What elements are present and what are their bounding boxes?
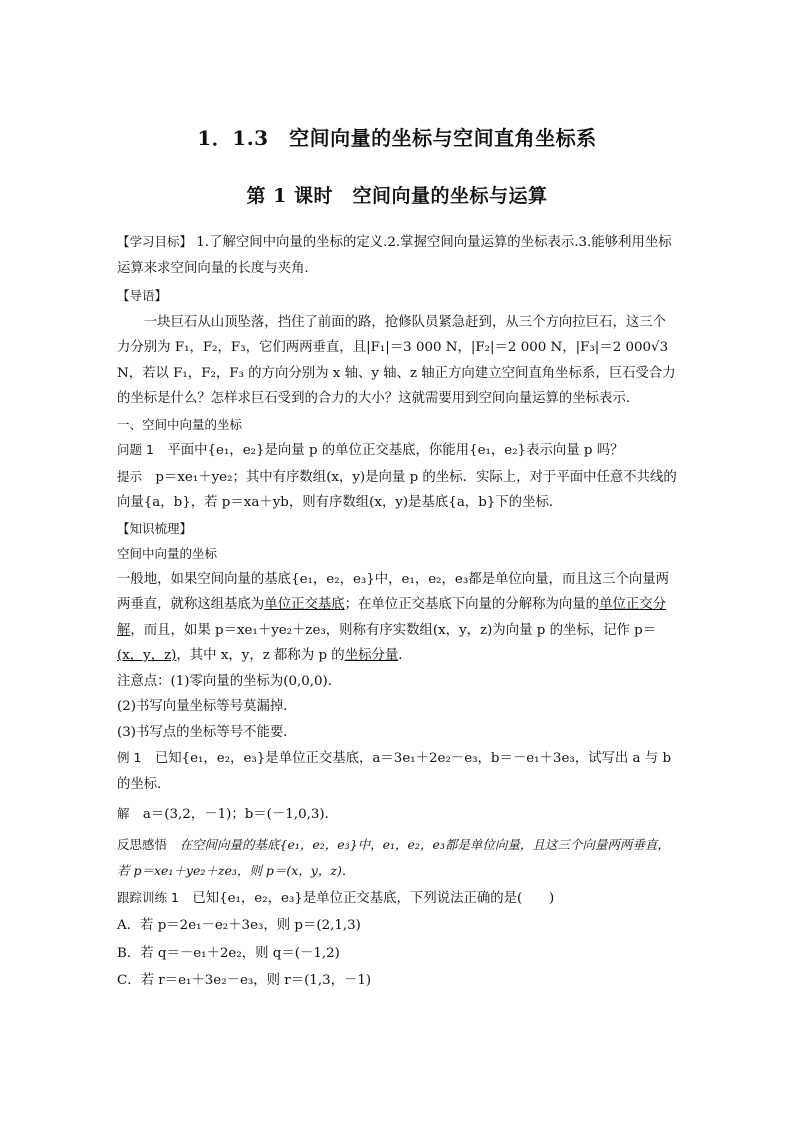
intro-text: 一块巨石从山顶坠落，挡住了前面的路，抢修队员紧急赶到，从三个方向拉巨石，这三个力分别为 F₁，F₂，F₃，它们两两垂直，且|F₁|＝3 000 N，|F₂|＝2 000 N，|F₃|＝2 000√3 N，若以 F₁，F₂，F₃ 的方向分别为 x 轴、y 轴、z 轴正方向建立空间直角坐标系，巨石受合力的坐标是什么？怎样求巨石受到的合力的大小？这就需要用到空间向量运算的坐标表示． (117, 314, 676, 406)
goals-text: 1.了解空间中向量的坐标的定义.2.掌握空间向量运算的坐标表示.3.能够利用坐标运算来求空间向量的长度与夹角． (117, 235, 672, 276)
reflection (117, 832, 679, 885)
reflection-label: 反思感悟 (117, 836, 168, 852)
knowledge-text: 一般地，如果空间向量的基底{e₁，e₂，e₃}中，e₁，e₂，e₃都是单位向量，而且这三个向量两两垂直，就称这组基底为单位正交基底；在单位正交基底下向量的分解称为向量的单位正交分解，而且，如果 p＝xe₁＋ye₂＋ze₃，则称有序实数组(x，y，z)为向量 p 的坐标，记作 p＝(x，y，z)，其中 x，y，z 都称为 p 的坐标分量． (117, 571, 670, 663)
section-heading-1: 一、空间中向量的坐标 (117, 416, 243, 432)
problem-1-text: 平面中{e₁，e₂}是向量 p 的单位正交基底，你能用{e₁，e₂}表示向量 p 吗？ (153, 443, 624, 458)
document-body (117, 229, 679, 994)
note-line: 注意点：(1)零向量的坐标为(0,0,0)． (117, 673, 342, 689)
page-title: 1．1.3 空间向量的坐标与空间直角坐标系 (197, 126, 597, 150)
reflection-text: 在空间向量的基底{e₁，e₂，e₃}中，e₁，e₂，e₃都是单位向量，且这三个向量两两垂直，若 p＝xe₁＋ye₂＋ze₃，则 p＝(x，y，z)． (117, 836, 670, 878)
page-subtitle: 第 1 课时 空间向量的坐标与运算 (246, 185, 548, 207)
example-1-label: 例 1 (117, 750, 142, 765)
solution-text: a＝(3,2，－1)；b＝(－1,0,3)． (129, 807, 338, 822)
training-1-text: 已知{e₁，e₂，e₃}是单位正交基底，下列说法正确的是( ) (178, 890, 555, 906)
underline-blank: 单位正交基底 (264, 597, 345, 612)
note-line: (3)书写点的坐标等号不能要． (117, 724, 297, 740)
underline-blank: (x，y，z) (117, 648, 177, 663)
hint-label: 提示 (117, 468, 143, 484)
solution-label: 解 (117, 806, 130, 821)
solution (117, 801, 679, 828)
intro-label: 【导语】 (117, 288, 168, 303)
hint-text: p＝xe₁＋ye₂；其中有序数组(x，y)是向量 p 的坐标．实际上，对于平面中任意不共线的向量{a，b}，若 p＝xa＋yb，则有序数组(x，y)是基底{a，b}下的坐标． (117, 469, 677, 510)
learning-goals (117, 229, 679, 281)
underline-blank: 坐标分量 (344, 648, 399, 663)
problem-1 (117, 437, 679, 464)
problem-1-label: 问题 1 (117, 442, 154, 457)
option-a: A．若 p＝2e₁－e₂＋3e₃，则 p＝(2,1,3) (117, 918, 361, 933)
underline-blank: 单位正交分解 (117, 597, 667, 638)
example-1-text: 已知{e₁，e₂，e₃}是单位正交基底，a＝3e₁＋2e₂－e₃，b＝－e₁＋3e₃，试写出 a 与 b 的坐标． (117, 751, 672, 792)
example-1 (117, 745, 679, 797)
option-b: B．若 q＝－e₁＋2e₂，则 q＝(－1,2) (117, 945, 340, 961)
option-c: C．若 r＝e₁＋3e₂－e₃，则 r＝(1,3，－1) (117, 973, 372, 988)
goals-label: 【学习目标】 (117, 234, 193, 249)
note-line: (2)书写向量坐标等号莫漏掉． (117, 699, 297, 714)
hint (117, 464, 679, 516)
training-1-label: 跟踪训练 1 (117, 889, 179, 905)
knowledge-title: 空间中向量的坐标 (117, 546, 218, 561)
training-1 (117, 885, 679, 912)
knowledge-label: 【知识梳理】 (117, 520, 193, 536)
